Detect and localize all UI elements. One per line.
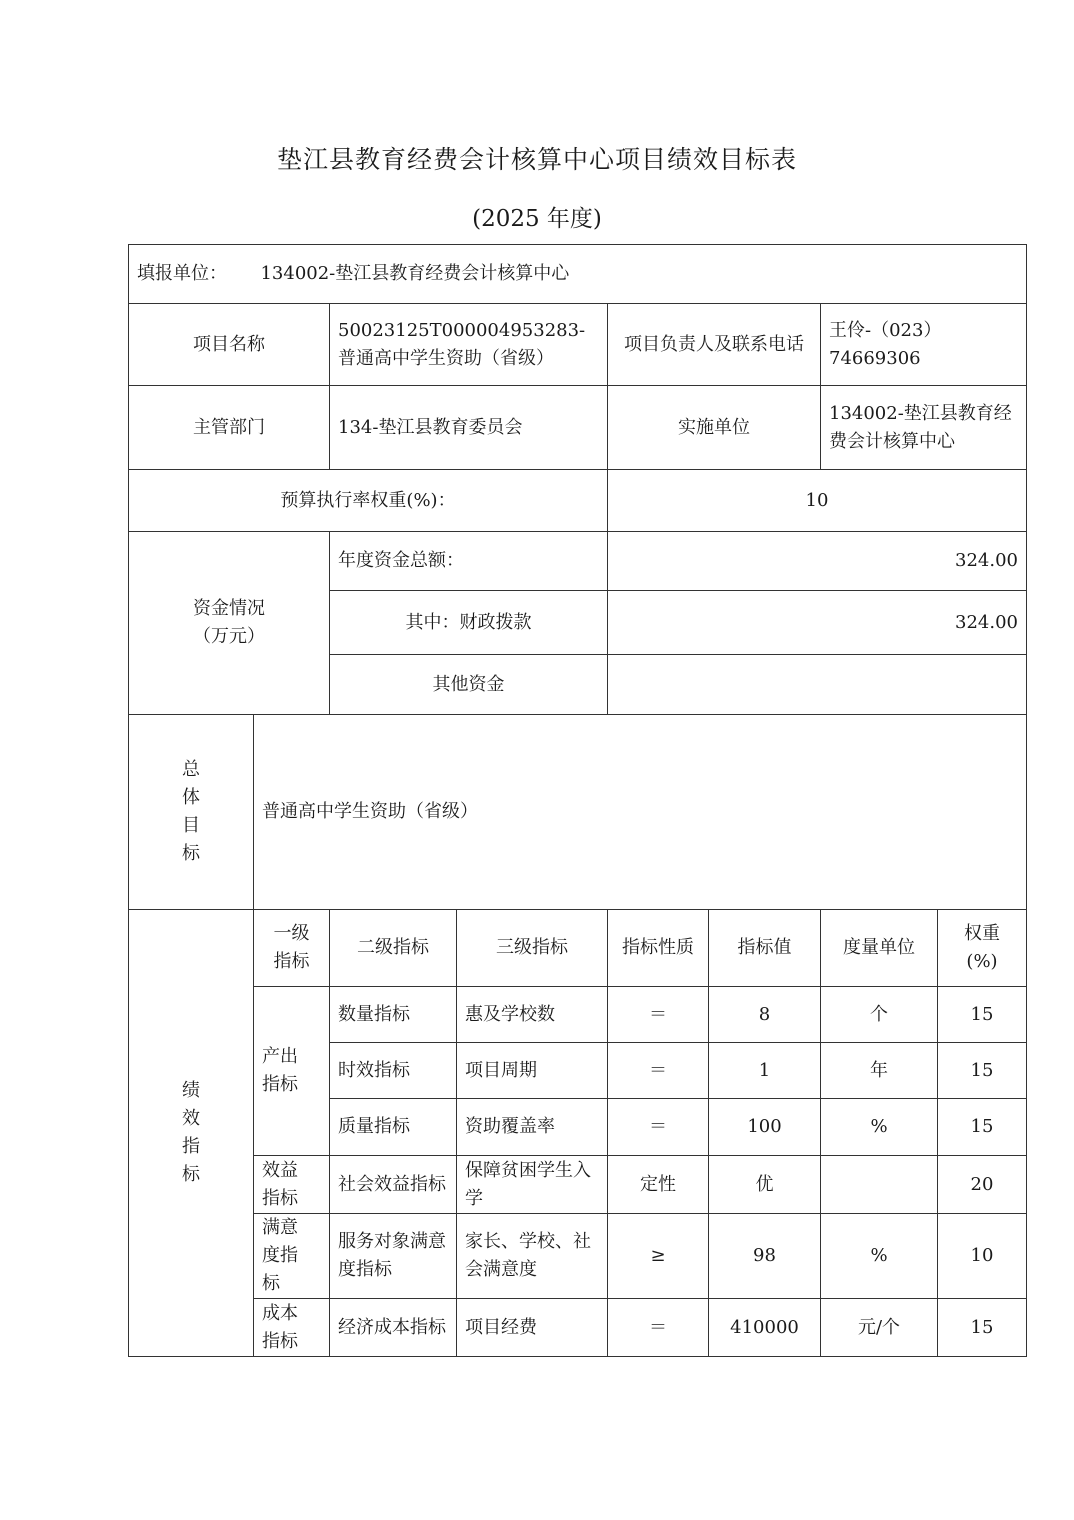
page-title: 垫江县教育经费会计核算中心项目绩效目标表 <box>276 145 797 174</box>
goal-value: 普通高中学生资助（省级） <box>254 715 1027 910</box>
value-cell: 98 <box>709 1214 821 1299</box>
table-row <box>129 987 1027 1043</box>
table-row <box>129 1214 1027 1299</box>
cost-label: 成本指标 <box>254 1299 330 1357</box>
project-name-value: 50023125T000004953283-普通高中学生资助（省级） <box>330 304 608 386</box>
value-cell: 1 <box>709 1043 821 1099</box>
dept-value: 134-垫江县教育委员会 <box>330 386 608 470</box>
weight-cell: 15 <box>938 1299 1027 1357</box>
nature-cell: ＝ <box>608 987 709 1043</box>
header-nature: 指标性质 <box>608 910 709 987</box>
other-funds-value <box>608 655 1027 715</box>
output-label: 产出指标 <box>254 987 330 1156</box>
project-name-label: 项目名称 <box>129 304 330 386</box>
value-cell: 410000 <box>709 1299 821 1357</box>
weight-cell: 10 <box>938 1214 1027 1299</box>
nature-cell: 定性 <box>608 1156 709 1214</box>
funds-label: 资金情况（万元） <box>129 532 330 715</box>
level3-cell: 惠及学校数 <box>457 987 608 1043</box>
weight-cell: 20 <box>938 1156 1027 1214</box>
fiscal-value: 324.00 <box>608 591 1027 655</box>
header-level2: 二级指标 <box>330 910 457 987</box>
level2-cell: 社会效益指标 <box>330 1156 457 1214</box>
reporting-unit-label: 填报单位： <box>137 263 227 284</box>
nature-cell: ＝ <box>608 1299 709 1357</box>
contact-label: 项目负责人及联系电话 <box>608 304 821 386</box>
unit-cell: % <box>821 1214 938 1299</box>
level2-cell: 时效指标 <box>330 1043 457 1099</box>
other-funds-label: 其他资金 <box>330 655 608 715</box>
unit-cell <box>821 1156 938 1214</box>
unit-cell: 个 <box>821 987 938 1043</box>
perf-label: 绩效指标 <box>129 910 254 1357</box>
header-level3: 三级指标 <box>457 910 608 987</box>
unit-cell: 年 <box>821 1043 938 1099</box>
budget-weight-label: 预算执行率权重(%)： <box>129 470 608 532</box>
weight-cell: 15 <box>938 987 1027 1043</box>
satisfaction-label: 满意度指标 <box>254 1214 330 1299</box>
budget-weight-value: 10 <box>608 470 1027 532</box>
annual-total-label: 年度资金总额： <box>330 532 608 591</box>
value-cell: 8 <box>709 987 821 1043</box>
header-value: 指标值 <box>709 910 821 987</box>
level3-cell: 资助覆盖率 <box>457 1099 608 1156</box>
reporting-unit-value: 134002-垫江县教育经费会计核算中心 <box>260 263 570 284</box>
unit-cell: 元/个 <box>821 1299 938 1357</box>
header-unit: 度量单位 <box>821 910 938 987</box>
weight-cell: 15 <box>938 1043 1027 1099</box>
impl-label: 实施单位 <box>608 386 821 470</box>
level2-cell: 服务对象满意度指标 <box>330 1214 457 1299</box>
unit-cell: % <box>821 1099 938 1156</box>
header-level1: 一级指标 <box>254 910 330 987</box>
performance-table <box>128 244 1027 1357</box>
value-cell: 100 <box>709 1099 821 1156</box>
header-weight: 权重(%) <box>938 910 1027 987</box>
level2-cell: 质量指标 <box>330 1099 457 1156</box>
weight-cell: 15 <box>938 1099 1027 1156</box>
goal-label: 总体目标 <box>129 715 254 910</box>
table-row <box>129 1156 1027 1214</box>
benefit-label: 效益指标 <box>254 1156 330 1214</box>
annual-total-value: 324.00 <box>608 532 1027 591</box>
level2-cell: 数量指标 <box>330 987 457 1043</box>
value-cell: 优 <box>709 1156 821 1214</box>
reporting-unit-cell <box>129 245 1027 304</box>
nature-cell: ＝ <box>608 1043 709 1099</box>
level3-cell: 项目周期 <box>457 1043 608 1099</box>
page-subtitle: (2025 年度) <box>472 206 602 232</box>
level3-cell: 项目经费 <box>457 1299 608 1357</box>
dept-label: 主管部门 <box>129 386 330 470</box>
nature-cell: ＝ <box>608 1099 709 1156</box>
impl-value: 134002-垫江县教育经费会计核算中心 <box>821 386 1027 470</box>
nature-cell: ≥ <box>608 1214 709 1299</box>
fiscal-label: 其中：财政拨款 <box>330 591 608 655</box>
table-row <box>129 1299 1027 1357</box>
level3-cell: 家长、学校、社会满意度 <box>457 1214 608 1299</box>
level2-cell: 经济成本指标 <box>330 1299 457 1357</box>
level3-cell: 保障贫困学生入学 <box>457 1156 608 1214</box>
contact-value: 王伶-（023）74669306 <box>821 304 1027 386</box>
